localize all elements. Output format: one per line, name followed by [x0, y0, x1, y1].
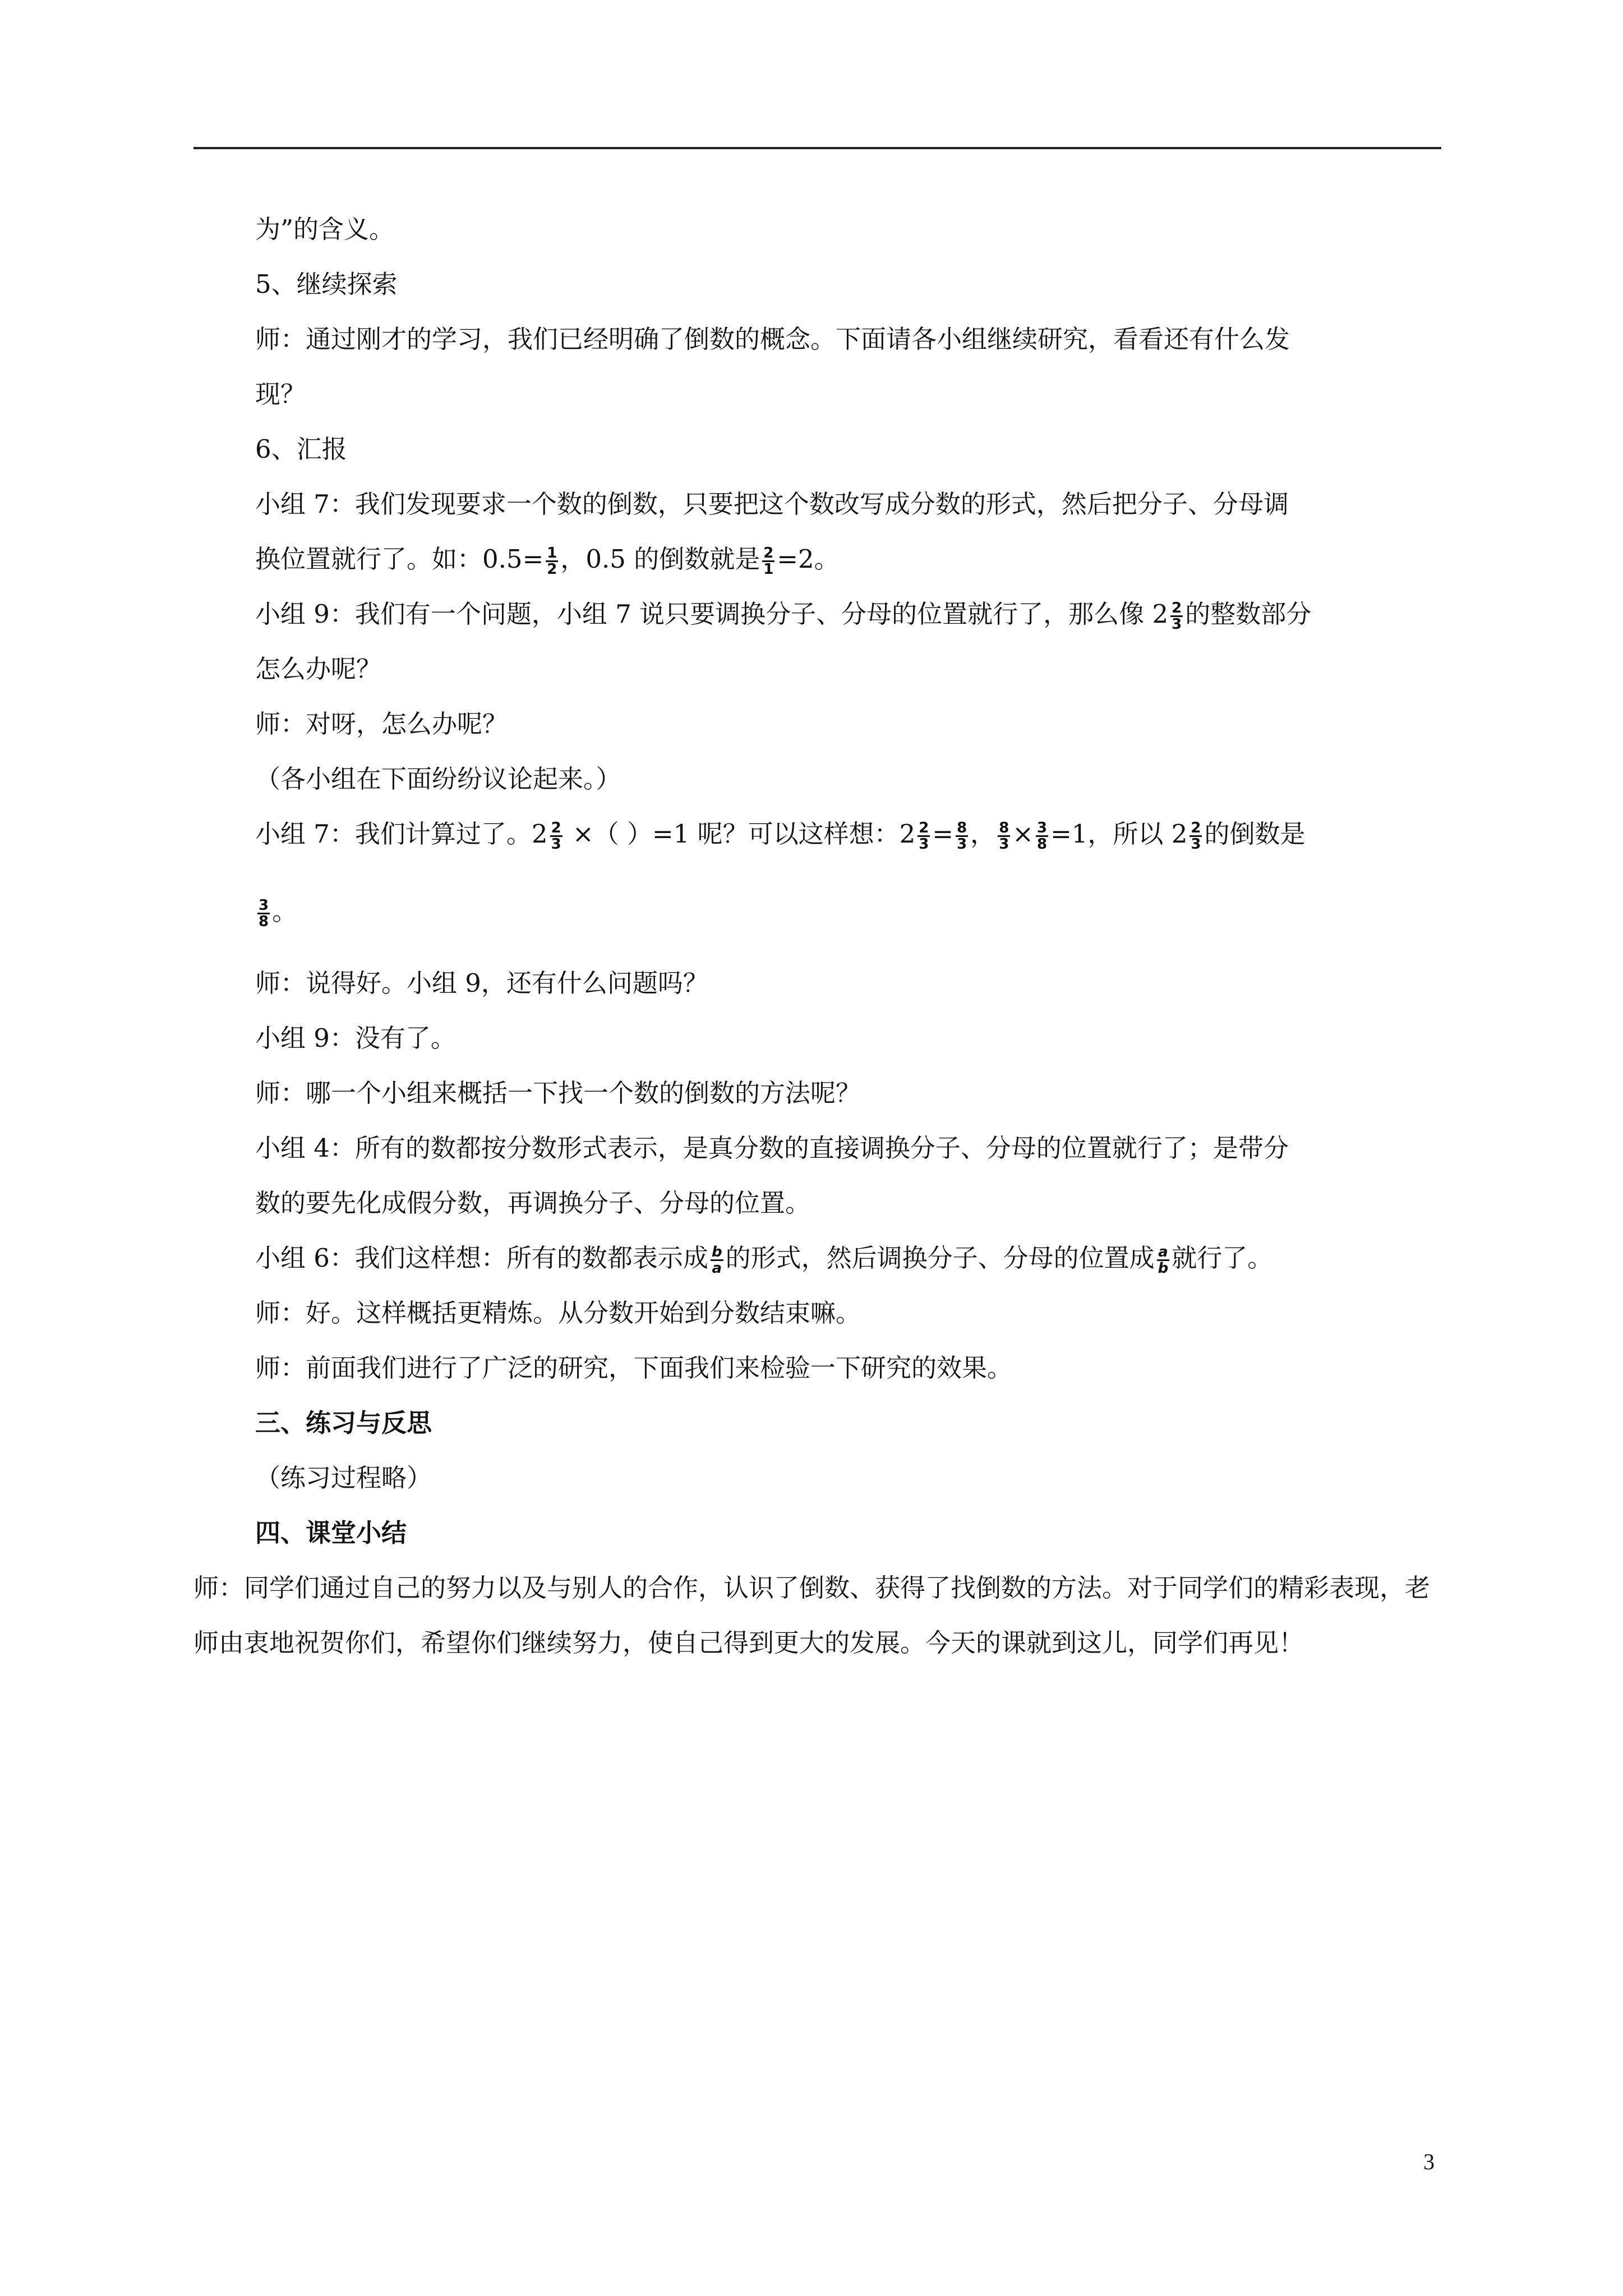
- fraction-denominator: 3: [999, 836, 1009, 853]
- teacher-line-3: 师：说得好。小组 9，还有什么问题吗？: [255, 968, 708, 998]
- teacher-line-1: 师：通过刚才的学习，我们已经明确了倒数的概念。下面请各小组继续研究，看看还有什么发: [255, 324, 1290, 354]
- fraction-numerator: 3: [259, 897, 269, 914]
- fraction-numerator: 2: [1191, 820, 1201, 836]
- fraction-denominator: 3: [1191, 836, 1201, 853]
- fraction-numerator: 8: [999, 820, 1009, 836]
- group7-calculation-line: [193, 807, 1441, 862]
- fraction-b-over-a: [711, 1245, 723, 1276]
- fraction-three-eighths: [1036, 821, 1048, 852]
- paragraph-meaning-end: 为”的含义。: [255, 214, 395, 244]
- text-segment: 小组 7：我们计算过了。2: [255, 819, 548, 849]
- fraction-two-thirds: [1170, 601, 1183, 632]
- fraction-one-half: [546, 546, 558, 577]
- heading-continue-explore: 5、继续探索: [255, 269, 398, 299]
- fraction-denominator: a: [712, 1260, 722, 1277]
- fraction-two-thirds: [1189, 821, 1202, 852]
- practice-note: （练习过程略）: [255, 1463, 432, 1493]
- teacher-line-2: 师：对呀，怎么办呢？: [255, 709, 508, 739]
- fraction-eight-thirds: [956, 821, 968, 852]
- fraction-denominator: 8: [259, 913, 269, 930]
- fraction-numerator: b: [711, 1244, 722, 1260]
- fraction-numerator: 3: [1037, 820, 1048, 836]
- fraction-denominator: 8: [1037, 836, 1048, 853]
- text-segment: 小组 6：我们这样想：所有的数都表示成: [255, 1243, 708, 1273]
- fraction-denominator: b: [1158, 1260, 1169, 1277]
- group7-calculation-result: [193, 884, 1441, 939]
- text-segment: ，: [970, 819, 996, 849]
- fraction-denominator: 1: [763, 561, 774, 578]
- fraction-denominator: 3: [957, 836, 967, 853]
- text-segment: 换位置就行了。如：0.5=: [255, 544, 544, 574]
- text-segment: ×（ ）=1 呢？可以这样想：2: [564, 819, 916, 849]
- fraction-numerator: 2: [1172, 600, 1182, 616]
- text-segment: 的倒数是: [1204, 819, 1306, 849]
- text-segment: 的形式，然后调换分子、分母的位置成: [725, 1243, 1155, 1273]
- text-segment: =2。: [777, 544, 840, 574]
- fraction-three-eighths: [257, 898, 270, 929]
- teacher-line-1-cont: 现？: [255, 379, 306, 409]
- fraction-eight-thirds: [998, 821, 1010, 852]
- text-segment: 。: [272, 896, 298, 926]
- text-segment: 就行了。: [1172, 1243, 1273, 1273]
- fraction-numerator: 2: [919, 820, 929, 836]
- group4-line-1: 小组 4：所有的数都按分数形式表示，是真分数的直接调换分子、分母的位置就行了；是带分: [255, 1133, 1289, 1163]
- group7-line-2: [193, 532, 1441, 587]
- fraction-numerator: 2: [763, 545, 774, 562]
- fraction-numerator: a: [1157, 1245, 1170, 1261]
- teacher-line-4: 师：哪一个小组来概括一下找一个数的倒数的方法呢？: [255, 1078, 861, 1108]
- section-heading-summary: 四、课堂小结: [255, 1518, 407, 1548]
- header-rule: [193, 147, 1441, 149]
- teacher-line-5: 师：好。这样概括更精炼。从分数开始到分数结束嘛。: [255, 1298, 861, 1328]
- fraction-numerator: 8: [957, 820, 967, 836]
- group7-line-1: 小组 7：我们发现要求一个数的倒数，只要把这个数改写成分数的形式，然后把分子、分母调: [255, 489, 1289, 519]
- group9-question-line-1: [193, 587, 1441, 642]
- teacher-closing-paragraph: 师：同学们通过自己的努力以及与别人的合作，认识了倒数、获得了找倒数的方法。对于同学们的精彩表现，老师由衷地祝贺你们，希望你们继续努力，使自己得到更大的发展。今天的课就到这儿，同学们再见！: [193, 1573, 1431, 1658]
- fraction-denominator: 3: [1172, 616, 1182, 633]
- group9-question-line-2: 怎么办呢？: [255, 654, 382, 684]
- fraction-two-thirds: [917, 821, 930, 852]
- fraction-numerator: 2: [551, 820, 561, 836]
- heading-report: 6、汇报: [255, 434, 347, 464]
- fraction-a-over-b: [1157, 1245, 1170, 1276]
- group9-answer: 小组 9：没有了。: [255, 1023, 456, 1053]
- group4-line-2: 数的要先化成假分数，再调换分子、分母的位置。: [255, 1188, 811, 1218]
- fraction-denominator: 2: [547, 561, 557, 578]
- text-segment: =1，所以 2: [1050, 819, 1188, 849]
- fraction-numerator: 1: [547, 545, 557, 562]
- text-segment: =: [932, 819, 954, 849]
- text-segment: ，0.5 的倒数就是: [560, 544, 760, 574]
- fraction-denominator: 3: [919, 836, 929, 853]
- fraction-denominator: 3: [551, 836, 561, 853]
- text-segment: 的整数部分: [1185, 599, 1312, 629]
- text-segment: 小组 9：我们有一个问题，小组 7 说只要调换分子、分母的位置就行了，那么像 2: [255, 599, 1169, 629]
- stage-direction: （各小组在下面纷纷议论起来。）: [255, 764, 621, 794]
- document-body: [193, 202, 1441, 1671]
- page-number: 3: [1423, 2149, 1435, 2174]
- teacher-line-6: 师：前面我们进行了广泛的研究，下面我们来检验一下研究的效果。: [255, 1353, 1013, 1383]
- fraction-two-thirds: [550, 821, 562, 852]
- fraction-two-over-one: [762, 546, 774, 577]
- group6-line: [193, 1231, 1441, 1286]
- section-heading-practice: 三、练习与反思: [255, 1408, 432, 1438]
- text-segment: ×: [1012, 819, 1034, 849]
